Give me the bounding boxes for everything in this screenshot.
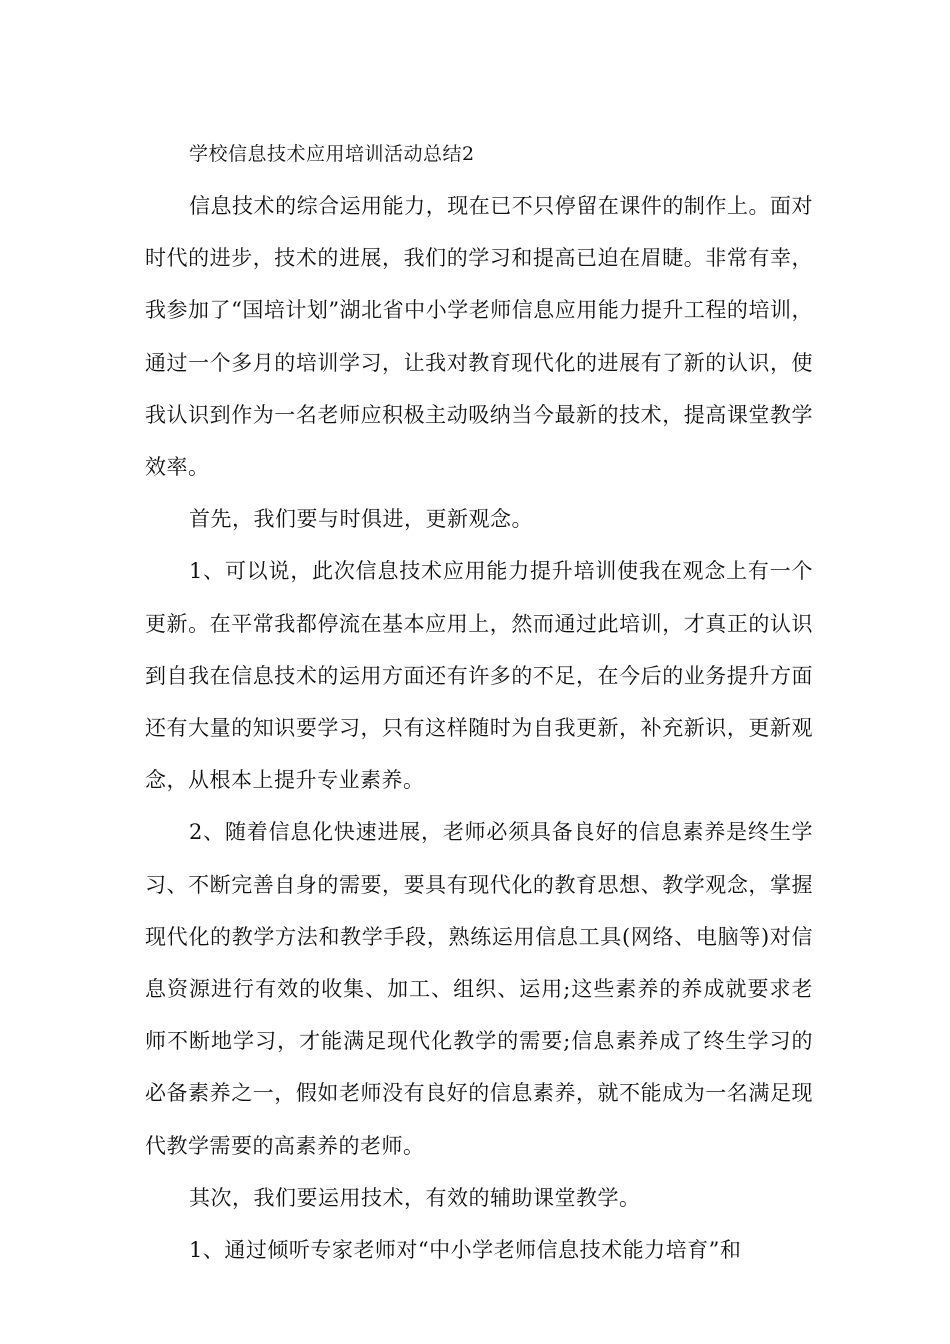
document-body: [145, 128, 813, 1276]
paragraph-first-point: 首先，我们要与时俱进，更新观念。: [189, 507, 533, 532]
paragraph-second-point: 其次，我们要运用技术，有效的辅助课堂教学。: [189, 1185, 641, 1210]
paragraph-intro: 信息技术的综合运用能力，现在已不只停留在课件的制作上。面对时代的进步，技术的进展，我们的学习和提高已迫在眉睫。非常有幸，我参加了“国培计划”湖北省中小学老师信息应用能力提升工程的培训，通过一个多月的培训学习，让我对教育现代化的进展有了新的认识，使我认识到作为一名老师应积极主动吸纳当今最新的技术，提高课堂教学效率。: [145, 194, 813, 480]
paragraph-second-item-1: 1、通过倾听专家老师对“中小学老师信息技术能力培育”和: [189, 1238, 742, 1263]
paragraph-item-2: 2、随着信息化快速进展，老师必须具备良好的信息素养是终生学习、不断完善自身的需要，要具有现代化的教育思想、教学观念，掌握现代化的教学方法和教学手段，熟练运用信息工具(网络、电脑等)对信息资源进行有效的收集、加工、组织、运用;这些素养的养成就要求老师不断地学习，才能满足现代化教学的需要;信息素养成了终生学习的必备素养之一，假如老师没有良好的信息素养，就不能成为一名满足现代教学需要的高素养的老师。: [145, 820, 813, 1158]
paragraph-item-1: 1、可以说，此次信息技术应用能力提升培训使我在观念上有一个更新。在平常我都停流在基本应用上，然而通过此培训，才真正的认识到自我在信息技术的运用方面还有许多的不足，在今后的业务提升方面还有大量的知识要学习，只有这样随时为自我更新，补充新识，更新观念，从根本上提升专业素养。: [145, 559, 813, 793]
document-title: 学校信息技术应用培训活动总结2: [189, 143, 475, 165]
